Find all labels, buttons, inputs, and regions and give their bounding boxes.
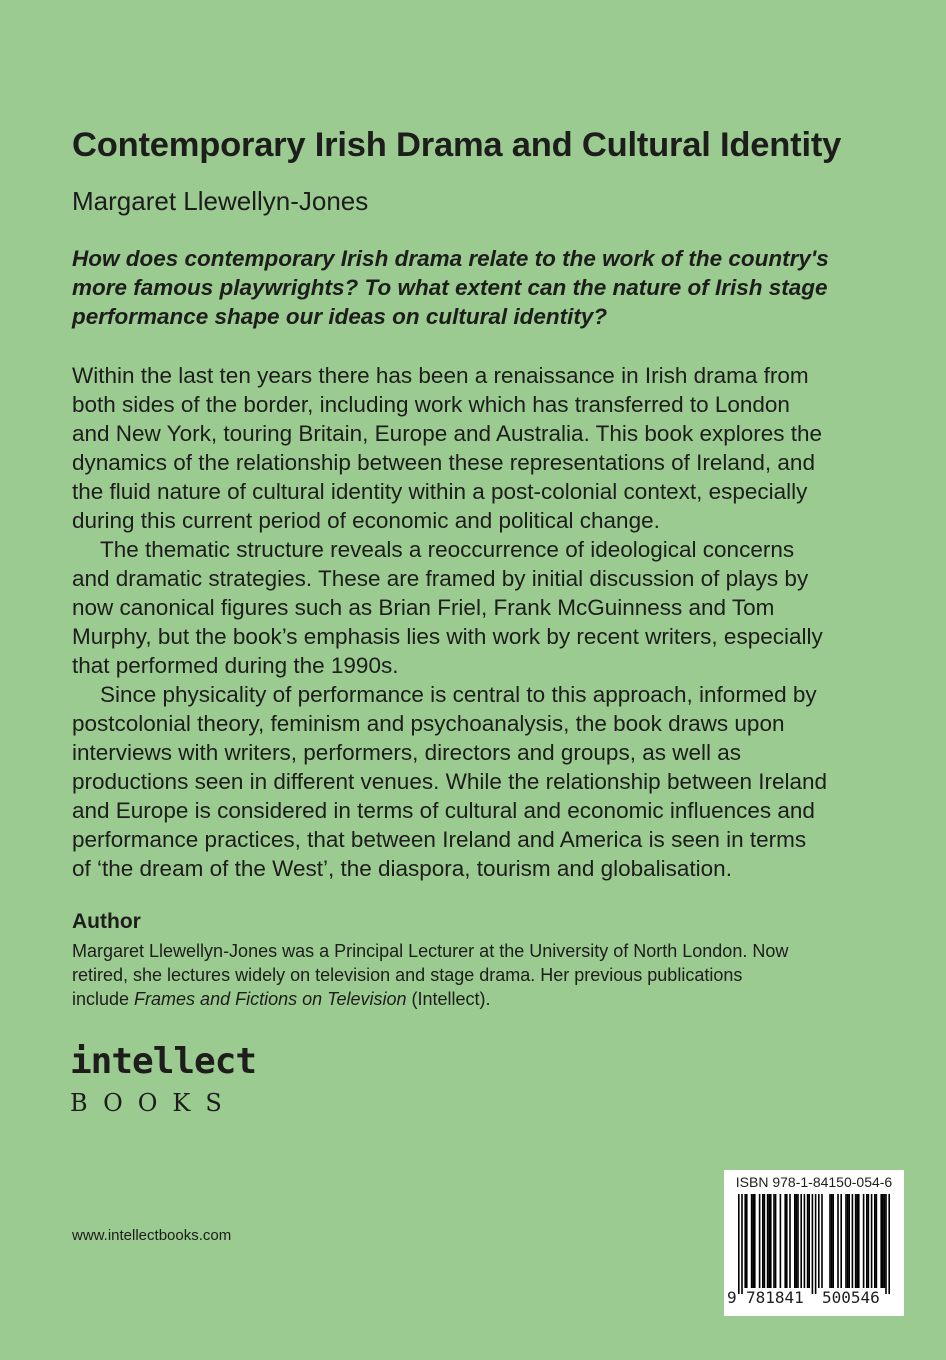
barcode-bar <box>789 1194 791 1288</box>
barcode-bar <box>855 1194 857 1288</box>
barcode-bar <box>840 1194 842 1288</box>
author-bio <box>72 939 788 1011</box>
barcode-bar <box>845 1194 847 1288</box>
barcode-bar <box>780 1194 782 1288</box>
publisher-logo <box>70 1042 256 1118</box>
barcode-bar <box>794 1194 796 1288</box>
barcode-bar <box>863 1194 865 1288</box>
barcode-bar <box>871 1194 873 1288</box>
barcode-bar <box>868 1194 870 1288</box>
barcode-bar <box>775 1194 777 1288</box>
lede-paragraph <box>72 244 892 331</box>
barcode-bar <box>746 1194 748 1288</box>
barcode-bar <box>800 1194 802 1288</box>
lede-line: more famous playwrights? To what extent can the nature of Irish stage <box>72 275 828 300</box>
barcode-bar <box>797 1194 799 1288</box>
body-line: now canonical figures such as Brian Friel, Frank McGuinness and Tom <box>72 595 775 620</box>
isbn-label: ISBN 978-1-84150-054-6 <box>735 1174 893 1190</box>
barcode-bar <box>847 1194 849 1288</box>
publisher-website: www.intellectbooks.com <box>72 1227 232 1244</box>
body-line: Since physicality of performance is central to this approach, informed by <box>100 682 817 707</box>
body-line: Within the last ten years there has been a renaissance in Irish drama from <box>72 363 809 388</box>
barcode-bar <box>812 1194 814 1294</box>
body-line: The thematic structure reveals a reoccurrence of ideological concerns <box>100 537 795 562</box>
body-line: performance practices, that between Ireland and America is seen in terms <box>72 827 807 852</box>
body-line: of ‘the dream of the West’, the diaspora, tourism and globalisation. <box>72 856 732 881</box>
body-line: that performed during the 1990s. <box>72 653 399 678</box>
barcode-bar <box>786 1194 788 1288</box>
barcode-bar <box>880 1194 882 1288</box>
body-line: both sides of the border, including work which has transferred to London <box>72 392 790 417</box>
body-line: productions seen in different venues. While the relationship between Ireland <box>72 769 828 794</box>
barcode-digits-right: 500546 <box>822 1288 880 1307</box>
body-line: and Europe is considered in terms of cultural and economic influences and <box>72 798 815 823</box>
barcode-bar <box>831 1194 833 1288</box>
publisher-sub: BOOKS <box>70 1089 237 1117</box>
barcode-bar <box>770 1194 772 1288</box>
barcode-bar <box>762 1194 764 1288</box>
barcode-bar <box>829 1194 831 1288</box>
barcode-digits-left: 781841 <box>746 1288 804 1307</box>
book-author: Margaret Llewellyn-Jones <box>72 186 369 216</box>
barcode-bar <box>738 1194 740 1294</box>
barcode-bar <box>848 1194 850 1288</box>
barcode-bar <box>832 1194 834 1288</box>
body-line: Murphy, but the book’s emphasis lies with work by recent writers, especially <box>72 624 823 649</box>
barcode-bar <box>885 1194 887 1294</box>
barcode-bar <box>856 1194 858 1288</box>
blurb-body <box>72 361 902 883</box>
barcode-digit-first: 9 <box>727 1288 737 1307</box>
barcode-bar <box>767 1194 769 1288</box>
barcode-bar <box>764 1194 766 1288</box>
barcode-bar <box>874 1194 876 1288</box>
author-bio-text: (Intellect). <box>406 989 491 1009</box>
previous-publication-title: Frames and Fictions on Television <box>134 989 407 1009</box>
author-heading: Author <box>72 910 141 933</box>
body-line: during this current period of economic and political change. <box>72 508 660 533</box>
barcode-bar <box>882 1194 884 1288</box>
body-line: dynamics of the relationship between these representations of Ireland, and <box>72 450 815 475</box>
body-line: postcolonial theory, feminism and psychoanalysis, the book draws upon <box>72 711 785 736</box>
barcode-bar <box>888 1194 890 1294</box>
barcode-bar <box>884 1194 886 1288</box>
barcode-bar <box>784 1194 786 1288</box>
barcode-bar <box>818 1194 820 1288</box>
author-bio-line: Margaret Llewellyn-Jones was a Principal Lecturer at the University of North London. Now <box>72 941 789 961</box>
barcode-bar <box>876 1194 878 1288</box>
barcode-bar <box>741 1194 743 1294</box>
barcode-bar <box>752 1194 754 1288</box>
body-line: and New York, touring Britain, Europe and Australia. This book explores the <box>72 421 823 446</box>
barcode-bar <box>759 1194 761 1288</box>
publisher-name: intellect <box>70 1041 257 1082</box>
barcode-bar <box>804 1194 806 1288</box>
body-line: interviews with writers, performers, directors and groups, as well as <box>72 740 741 765</box>
barcode-bar <box>773 1194 775 1288</box>
isbn-barcode <box>724 1170 904 1316</box>
body-line: the fluid nature of cultural identity within a post-colonial context, especially <box>72 479 808 504</box>
author-bio-text: include <box>72 989 135 1009</box>
barcode-bar <box>744 1194 746 1288</box>
barcode-bar <box>796 1194 798 1288</box>
barcode-bar <box>768 1194 770 1288</box>
barcode-bar <box>858 1194 860 1288</box>
barcode-bar <box>807 1194 809 1288</box>
barcode-bar <box>808 1194 810 1288</box>
barcode-bar <box>821 1194 823 1288</box>
body-line: and dramatic strategies. These are framed by initial discussion of plays by <box>72 566 809 591</box>
book-title: Contemporary Irish Drama and Cultural Identity <box>72 126 842 164</box>
author-bio-line: retired, she lectures widely on television and stage drama. Her previous publications <box>72 965 743 985</box>
barcode-bar <box>837 1194 839 1288</box>
barcode-bar <box>852 1194 854 1288</box>
barcode-bar <box>815 1194 817 1294</box>
barcode-bar <box>754 1194 756 1288</box>
barcode-bar <box>866 1194 868 1288</box>
author-bio-line <box>72 987 788 1011</box>
lede-line: performance shape our ideas on cultural identity? <box>72 304 608 329</box>
lede-line: How does contemporary Irish drama relate to the work of the country's <box>72 246 829 271</box>
barcode-bar <box>751 1194 753 1288</box>
